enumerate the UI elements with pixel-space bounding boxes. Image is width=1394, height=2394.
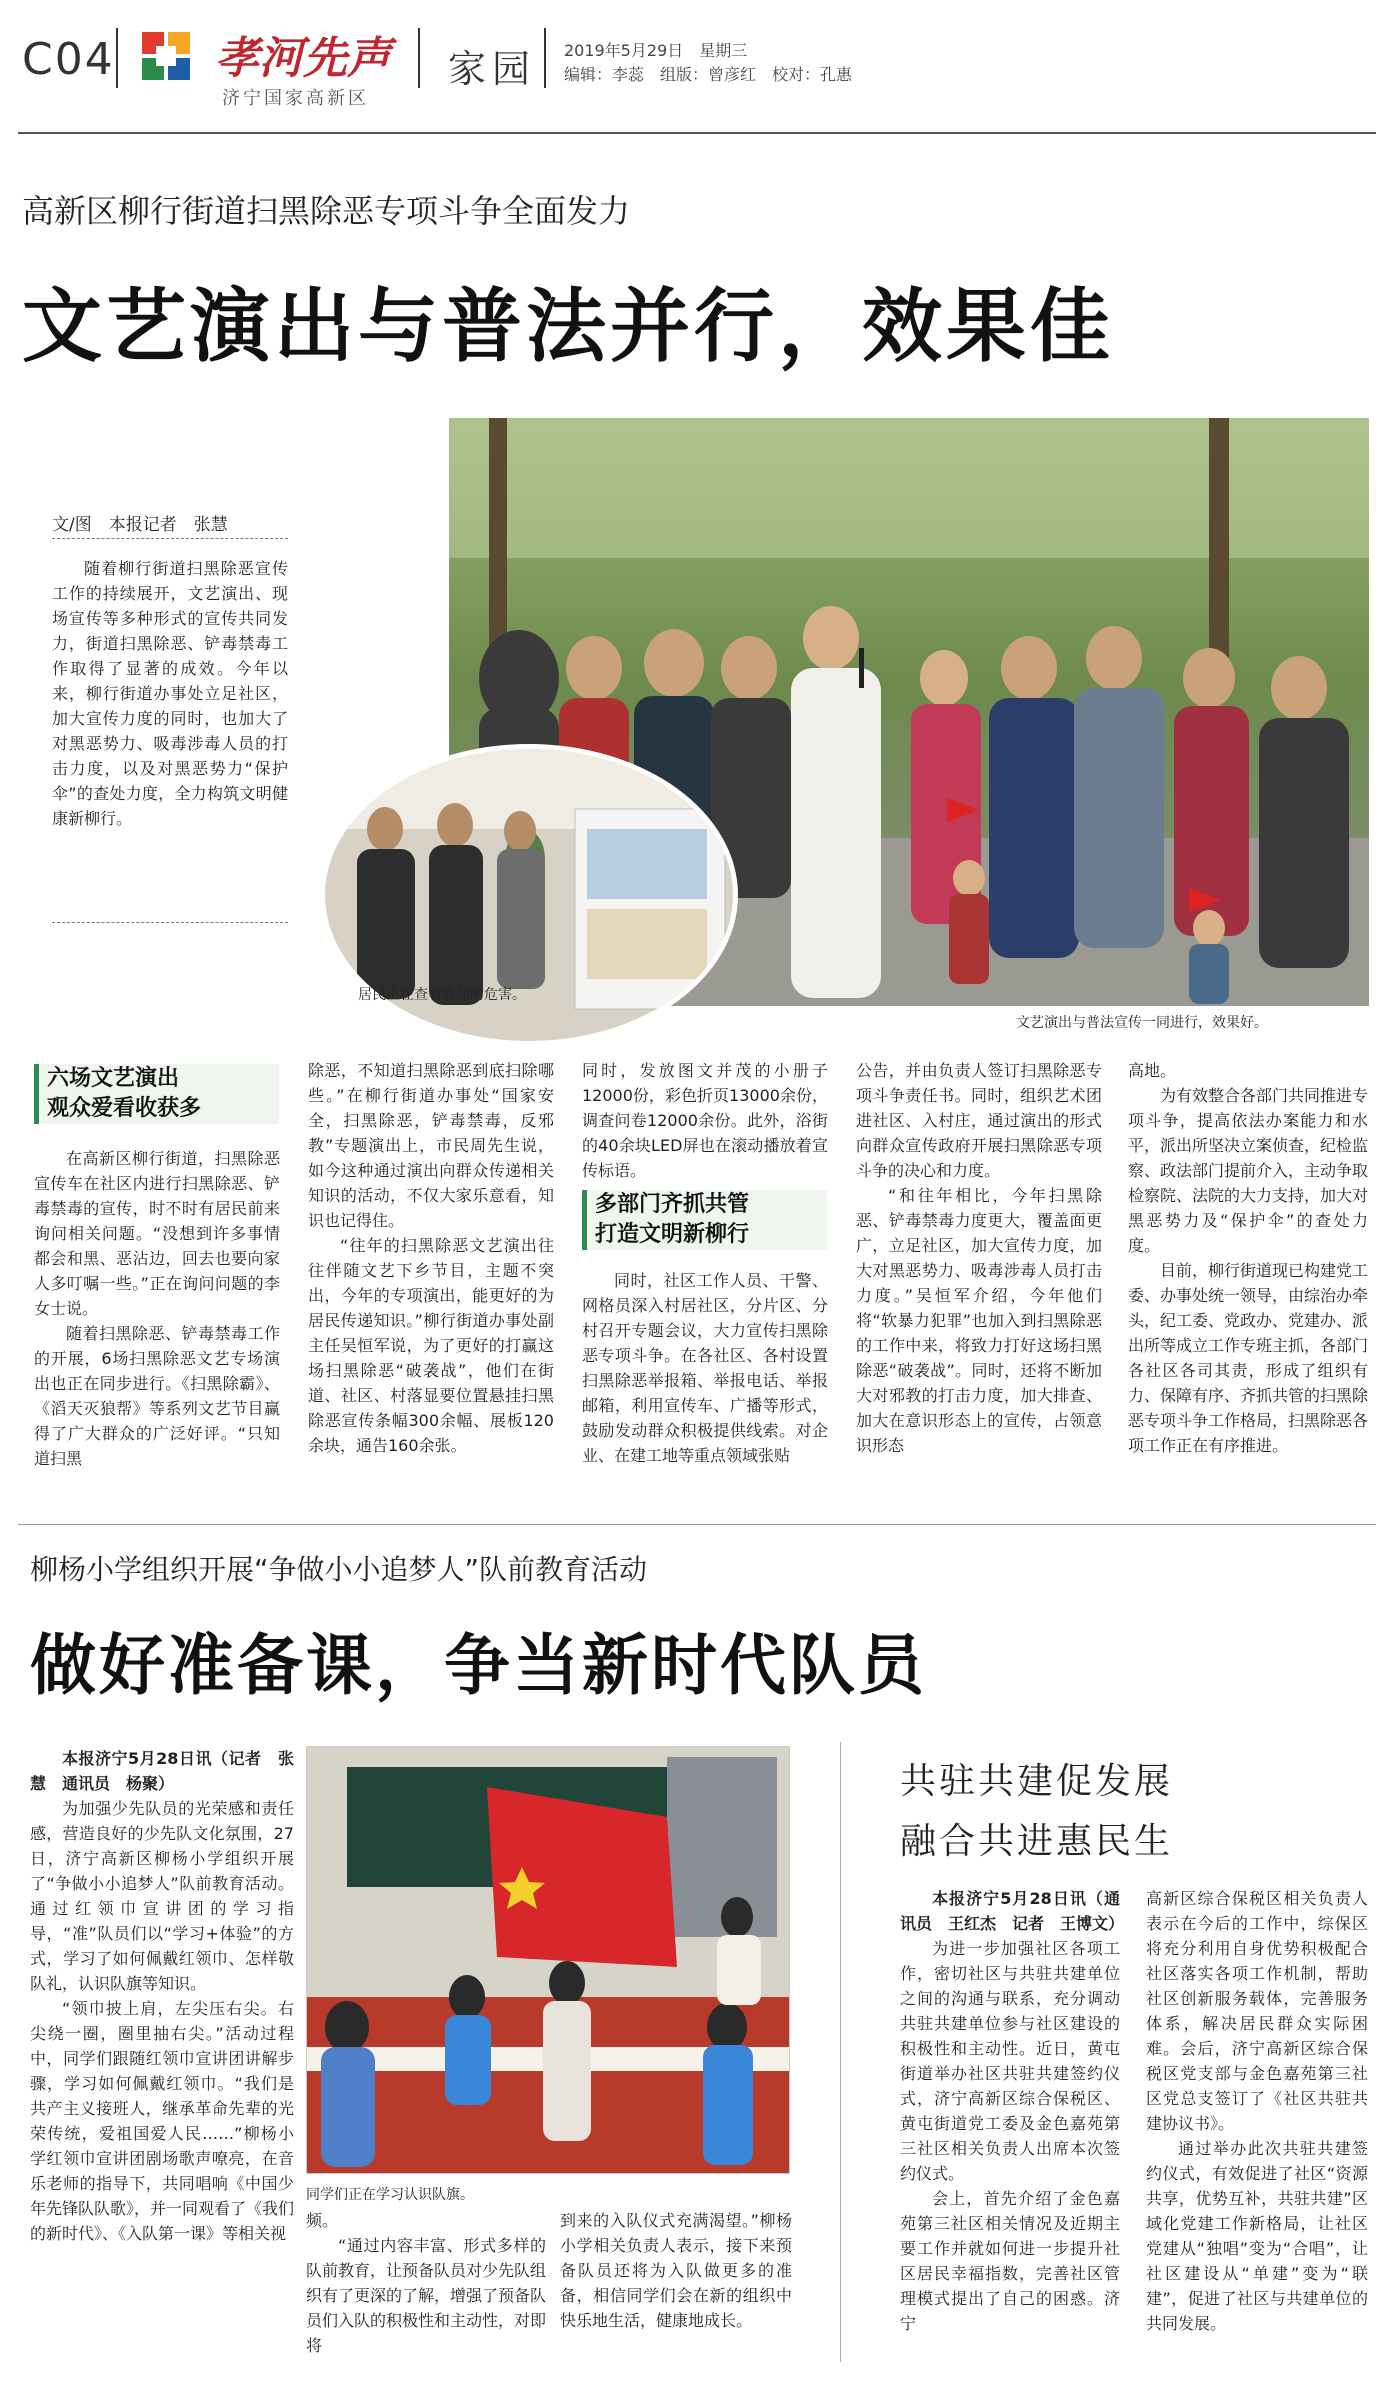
main-photo-caption: 文艺演出与普法宣传一同进行，效果好。: [1016, 1015, 1268, 1031]
story1-column-5: 高地。 为有效整合各部门共同推进专项斗争，提高依法办案能力和水平，派出所坚决立案侦查，纪检监察、政法部门提前介入，主动争取检察院、法院的大力支持，加大对黑恶势力及“保护伞”的查处力度。 目前，柳行街道现已构建党工委、办事处统一领导，由综治办牵头，纪工委、党政办、党建办、派出所等成立工作专班主抓，各部门各社区各司其责，形成了组织有力、保障有序、齐抓共管的扫黑除恶专项斗争工作格局，扫黑除恶各项工作正在有序推进。: [1128, 1061, 1369, 1455]
story2-column-3: 到来的入队仪式充满渴望。”柳杨小学相关负责人表示，接下来预备队员还将为入队做更多的准备，相信同学们会在新的组织中快乐地生活，健康地成长。: [560, 2211, 792, 2330]
story1-column-2: 除恶，不知道扫黑除恶到底扫除哪些。”在柳行街道办事处“国家安全，扫黑除恶，铲毒禁毒，反邪教”专题演出上，市民周先生说，如今这种通过演出向群众传递相关知识的活动，不仅大家乐意看，知识也记得住。 “往年的扫黑除恶文艺演出往往伴随文艺下乡节目，主题不突出，今年的专项演出，能更好的为居民传递知识。”柳行街道办事处副主任吴恒军说，为了更好的打赢这场扫黑除恶“破袭战”，他们在街道、社区、村落显要位置悬挂扫黑除恶宣传条幅300余幅、展板120余块，通告160余张。: [308, 1061, 554, 1455]
newspaper-name-logo: 孝河先声: [215, 33, 391, 84]
masthead-divider: [116, 28, 118, 88]
issue-date: 2019年5月29日 星期三: [564, 41, 748, 60]
masthead-divider: [544, 28, 546, 88]
header-rule: [18, 132, 1376, 134]
lead-rule: [52, 922, 288, 923]
newspaper-logo-icon: [140, 30, 192, 82]
story1-byline: 文/图 本报记者 张慧: [52, 515, 228, 535]
story1-column-4: 公告，并由负责人签订扫黑除恶专项斗争责任书。同时，组织艺术团进社区、入村庄，通过演出的形式向群众宣传政府开展扫黑除恶专项斗争的决心和力度。 “和往年相比，今年扫黑除恶、铲毒禁毒力度更大，覆盖面更广，立足社区，加大宣传力度，加大对黑恶势力、吸毒涉毒人员打击力度。”吴恒军介绍，今年他们将“软暴力犯罪”也加入到扫黑除恶的工作中来，将致力打好这场扫黑除恶“破袭战”。同时，还将不断加大对邪教的打击力度，加大排查、加大在意识形态上的宣传，占领意识形态: [856, 1061, 1102, 1455]
byline-rule: [52, 538, 288, 539]
story1-lead: 随着柳行街道扫黑除恶宣传工作的持续展开，文艺演出、现场宣传等多种形式的宣传共同发力，街道扫黑除恶、铲毒禁毒工作取得了显著的成效。今年以来，柳行街道办事处立足社区，加大宣传力度的同时，也加大了对黑恶势力、吸毒涉毒人员的打击力度，以及对黑恶势力“保护伞”的查处力度，全力构筑文明健康新柳行。: [52, 559, 288, 828]
story3-column-1: 本报济宁5月28日讯（通讯员 王红杰 记者 王博文） 为进一步加强社区各项工作，密切社区与共驻共建单位之间的沟通与联系，充分调动共驻共建单位参与社区建设的积极性和主动性。近日，黄屯街道举办社区共驻共建签约仪式，济宁高新区综合保税区、黄屯街道党工委及金色嘉苑第三社区相关负责人出席本次签约仪式。 会上，首先介绍了金色嘉苑第三社区相关情况及近期主要工作并就如何进一步提升社区居民幸福指数，完善社区管理模式提出了自己的困惑。济宁: [900, 1889, 1125, 2333]
story3-column-2: 高新区综合保税区相关负责人表示在今后的工作中，综保区将充分利用自身优势积极配合社区落实各项工作机制，帮助社区创新服务载体，完善服务体系，解决居民群众实际困难。会后，济宁高新区综合保税区党支部与金色嘉苑第三社区党总支签订了《社区共驻共建协议书》。 通过举办此次共驻共建签约仪式，有效促进了社区“资源共享，优势互补，共驻共建”区域化党建工作新格局，让社区党建从“独唱”变为“合唱”，让社区建设从“单建”变为“联建”，促进了社区与共建单位的共同发展。: [1146, 1889, 1368, 2333]
story1-subhead-1: 六场文艺演出 观众爱看收获多: [34, 1064, 279, 1124]
story1-headline: 文艺演出与普法并行，效果佳: [22, 280, 1114, 373]
staff-credits: 编辑：李蕊 组版：曾彦红 校对：孔惠: [564, 65, 853, 84]
story2-column-1: 本报济宁5月28日讯（记者 张慧 通讯员 杨聚） 为加强少先队员的光荣感和责任感，营造良好的少先队文化氛围，27日，济宁高新区柳杨小学组织开展了“争做小小追梦人”队前教育活动。通过红领巾宣讲团的学习指导，“准”队员们以“学习+体验”的方式，学习了如何佩戴红领巾、怎样敬队礼，认识队旗等知识。 “领巾披上肩，左尖压右尖。右尖绕一圈，圈里抽右尖。”活动过程中，同学们跟随红领巾宣讲团讲解步骤，学习如何佩戴红领巾。“我们是共产主义接班人，继承革命先辈的光荣传统，爱祖国爱人民……”柳杨小学红领巾宣讲团剧场歌声嘹亮，在音乐老师的指导下，共同唱响《中国少年先锋队队歌》，并一同观看了《我们的新时代》、《入队第一课》等相关视: [30, 1749, 295, 2243]
story3-headline: 共驻共建促发展 融合共进惠民生: [900, 1761, 1174, 1862]
story1-subhead-2: 多部门齐抓共管 打造文明新柳行: [582, 1190, 827, 1250]
story2-headline: 做好准备课，争当新时代队员: [30, 1627, 927, 1704]
story2-photo-caption: 同学们正在学习认识队旗。: [306, 2187, 474, 2203]
story-divider: [18, 1524, 1376, 1525]
story2-column-2: 频。 “通过内容丰富、形式多样的队前教育，让预备队员对少先队组织有了更深的了解，增强了预备队员们入队的积极性和主动性，对即将: [306, 2211, 547, 2355]
story1-column-3b: 同时，社区工作人员、干警、网格员深入村居社区，分片区、分村召开专题会议，大力宣传扫黑除恶专项斗争。在各社区、各村设置扫黑除恶举报箱、举报电话、举报邮箱，利用宣传车、广播等形式，鼓励发动群众积极提供线索。对企业、在建工地等重点领域张贴: [582, 1271, 828, 1465]
newspaper-subtitle: 济宁国家高新区: [222, 88, 369, 109]
story3-divider: [840, 1742, 841, 2362]
masthead-divider: [418, 28, 420, 88]
page-code: C04: [22, 34, 115, 85]
section-name: 家园: [448, 47, 537, 91]
story2-kicker: 柳杨小学组织开展“争做小小追梦人”队前教育活动: [30, 1553, 648, 1586]
inset-photo-caption: 居民正在查看毒品的危害。: [358, 987, 526, 1003]
story1-column-1: 在高新区柳行街道，扫黑除恶宣传车在社区内进行扫黑除恶、铲毒禁毒的宣传，时不时有居民前来询问相关问题。“没想到许多事情都会和黑、恶沾边，回去也要向家人多叮嘱一些。”正在询问问题的李女士说。 随着扫黑除恶、铲毒禁毒工作的开展，6场扫黑除恶文艺专场演出也正在同步进行。《扫黑除霸》、《滔天灭狼帮》等系列文艺节目赢得了广大群众的广泛好评。“只知道扫黑: [34, 1149, 280, 1468]
story1-column-3: 同时，发放图文并茂的小册子12000份，彩色折页13000余份，调查问卷12000余份。此外，浴街的40余块LED屏也在滚动播放着宣传标语。: [582, 1061, 828, 1180]
story1-kicker: 高新区柳行街道扫黑除恶专项斗争全面发力: [22, 192, 631, 230]
flag-class-photo: [306, 1746, 790, 2174]
